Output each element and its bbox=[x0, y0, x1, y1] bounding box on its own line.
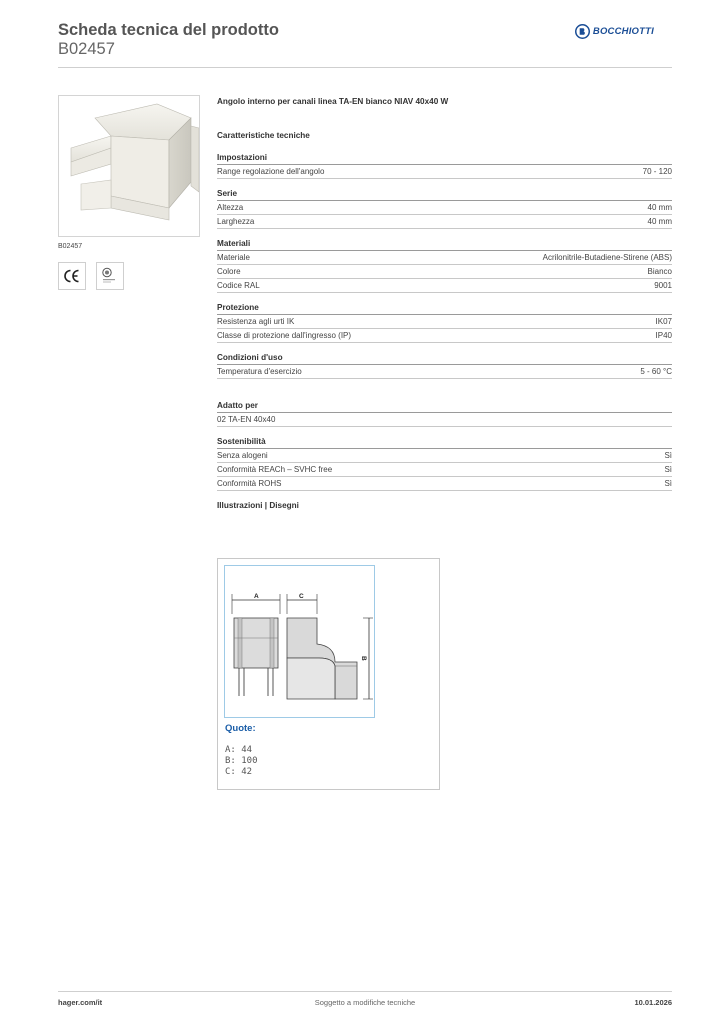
spec-value: 5 - 60 °C bbox=[640, 367, 672, 376]
section-title: Protezione bbox=[217, 303, 672, 315]
spec-label: Senza alogeni bbox=[217, 451, 268, 460]
technical-content bbox=[217, 97, 672, 510]
spec-row bbox=[217, 449, 672, 463]
spec-row bbox=[217, 215, 672, 229]
spec-row bbox=[217, 279, 672, 293]
spec-row bbox=[217, 463, 672, 477]
section-sostenibilita bbox=[217, 437, 672, 491]
product-name: Angolo interno per canali linea TA-EN bianco NIAV 40x40 W bbox=[217, 97, 449, 106]
product-render bbox=[59, 96, 199, 236]
quote-b: B: 100 bbox=[225, 756, 258, 766]
section-title: Impostazioni bbox=[217, 153, 672, 165]
dimension-b-label: B bbox=[360, 656, 367, 661]
spec-label: Larghezza bbox=[217, 217, 255, 226]
spec-value: Sì bbox=[664, 465, 672, 474]
section-title: Adatto per bbox=[217, 401, 672, 413]
spec-label: Conformità REACh – SVHC free bbox=[217, 465, 333, 474]
section-condizioni bbox=[217, 353, 672, 379]
spec-label: Classe di protezione dall'ingresso (IP) bbox=[217, 331, 352, 340]
section-materiali bbox=[217, 239, 672, 293]
spec-label: Range regolazione dell'angolo bbox=[217, 167, 325, 176]
quote-label: Quote: bbox=[225, 723, 256, 734]
section-serie bbox=[217, 189, 672, 229]
technical-drawing bbox=[224, 565, 375, 718]
spec-row bbox=[217, 477, 672, 491]
dimension-drawing bbox=[225, 566, 374, 717]
spec-label: Codice RAL bbox=[217, 281, 260, 290]
ce-mark-icon bbox=[59, 263, 85, 289]
spec-label: Resistenza agli urti IK bbox=[217, 317, 295, 326]
footer-website-link[interactable]: hager.com/it bbox=[58, 998, 103, 1007]
section-title: Sostenibilità bbox=[217, 437, 672, 449]
spec-row bbox=[217, 329, 672, 343]
footer-note: Soggetto a modifiche tecniche bbox=[314, 998, 416, 1007]
section-title: Serie bbox=[217, 189, 672, 201]
spec-row bbox=[217, 413, 672, 427]
spec-row bbox=[217, 251, 672, 265]
spec-row bbox=[217, 201, 672, 215]
illustration-box bbox=[217, 558, 440, 790]
illustrations-title: Illustrazioni | Disegni bbox=[217, 501, 299, 510]
brand-name: BOCCHIOTTI bbox=[592, 26, 654, 37]
spec-value: Bianco bbox=[647, 267, 672, 276]
product-code: B02457 bbox=[58, 40, 115, 58]
footer-date: 10.01.2026 bbox=[634, 998, 672, 1007]
spec-row bbox=[217, 165, 672, 179]
spec-label: Materiale bbox=[217, 253, 250, 262]
section-title: Materiali bbox=[217, 239, 672, 251]
page-title: Scheda tecnica del prodotto bbox=[58, 21, 279, 39]
spec-label: Altezza bbox=[217, 203, 244, 212]
spec-value: 70 - 120 bbox=[642, 167, 672, 176]
spec-row bbox=[217, 265, 672, 279]
dimension-a-label: A bbox=[254, 593, 259, 600]
spec-label: 02 TA-EN 40x40 bbox=[217, 415, 276, 424]
section-protezione bbox=[217, 303, 672, 343]
spec-value: Sì bbox=[664, 479, 672, 488]
header-divider bbox=[58, 67, 672, 68]
spec-value: Acrilonitrile-Butadiene-Stirene (ABS) bbox=[542, 253, 672, 262]
dimension-c-label: C bbox=[299, 593, 304, 600]
ce-mark bbox=[58, 262, 86, 290]
page-header bbox=[58, 20, 672, 70]
spec-value: IK07 bbox=[655, 317, 672, 326]
spec-value: 40 mm bbox=[647, 203, 672, 212]
bocchiotti-logo-icon bbox=[575, 24, 590, 39]
quote-a: A: 44 bbox=[225, 745, 253, 755]
technical-heading: Caratteristiche tecniche bbox=[217, 131, 310, 140]
quote-c: C: 42 bbox=[225, 767, 253, 777]
spec-value: 40 mm bbox=[647, 217, 672, 226]
spec-value: 9001 bbox=[654, 281, 672, 290]
spec-label: Colore bbox=[217, 267, 241, 276]
footer-divider bbox=[58, 991, 672, 992]
spec-value: Sì bbox=[664, 451, 672, 460]
spec-row bbox=[217, 365, 672, 379]
image-caption: B02457 bbox=[58, 243, 83, 250]
spec-row bbox=[217, 315, 672, 329]
spec-label: Conformità ROHS bbox=[217, 479, 282, 488]
certification-mark-icon bbox=[97, 263, 123, 289]
certification-mark bbox=[96, 262, 124, 290]
brand-logo bbox=[575, 24, 654, 39]
section-adatto bbox=[217, 401, 672, 427]
section-title: Condizioni d'uso bbox=[217, 353, 672, 365]
section-impostazioni bbox=[217, 153, 672, 179]
spec-label: Temperatura d'esercizio bbox=[217, 367, 302, 376]
product-image bbox=[58, 95, 200, 237]
spec-value: IP40 bbox=[655, 331, 672, 340]
